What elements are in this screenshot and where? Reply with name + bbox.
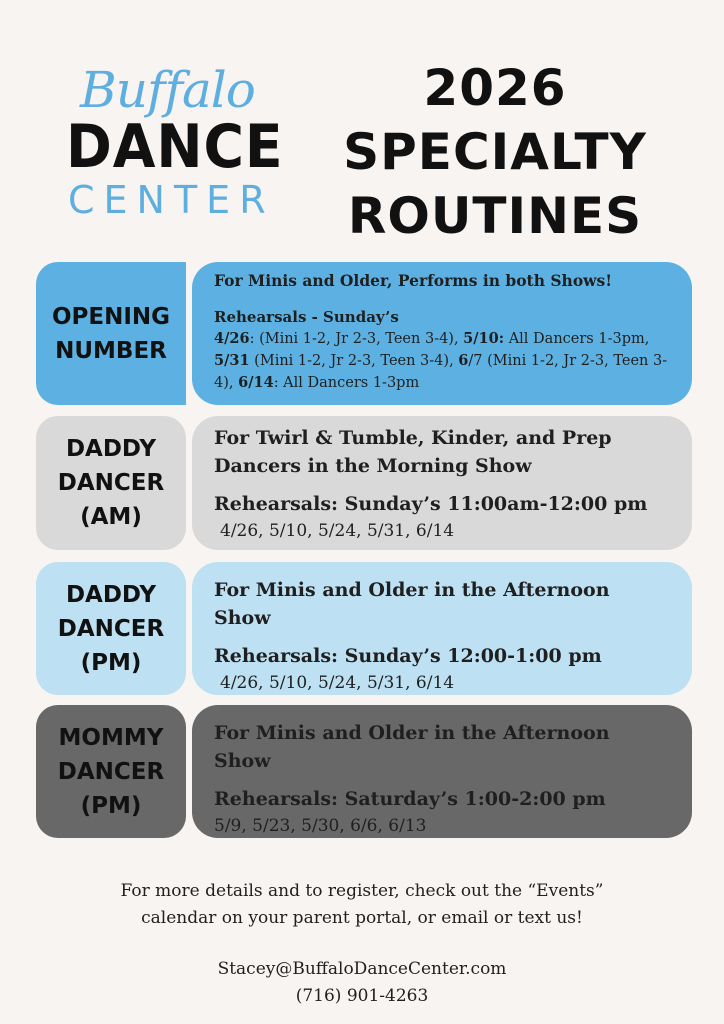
routine-label [36,416,186,550]
label-line: (PM) [80,649,142,676]
label-line: DANCER [57,470,165,496]
date-detail: All Dancers 1-3pm, [504,331,650,347]
label-line: (PM) [80,792,142,819]
date: 5/10: [463,330,505,347]
date-detail: (Mini 1-2, Jr 2-3, Teen 3-4), [249,353,459,369]
routine-details [192,562,692,695]
footer-line-2: calendar on your parent portal, or email or text us! [141,908,583,928]
label-line: DANCER [57,758,165,785]
rehearsal-heading: Rehearsals: Sunday’s 12:00-1:00 pm [214,645,602,667]
footer-contact [40,956,684,1010]
date: 5/31 [214,352,250,369]
rehearsal-dates: 4/26, 5/10, 5/24, 5/31, 6/14 [220,521,455,541]
label-line: OPENING [51,303,171,330]
routine-row-mommy-dancer-pm [36,705,692,838]
label-line: NUMBER [55,337,167,364]
date: 6/14 [238,374,274,391]
logo-script-text: Buffalo [80,61,255,119]
routine-row-daddy-dancer-pm [36,562,692,695]
date-detail: : All Dancers 1-3pm [273,375,420,391]
label-line: DADDY [65,436,157,462]
logo-center-text: CENTER [68,178,275,222]
routine-row-opening-number [36,262,692,405]
routine-details [192,705,692,838]
label-line: (AM) [80,504,142,530]
routine-details [192,416,692,550]
routine-subtitle: For Minis and Older in the Afternoon Show [214,722,610,772]
label-line: MOMMY [58,724,164,751]
page-title [290,56,700,248]
date: 6 [458,352,469,369]
title-line-2: SPECIALTY [343,123,647,181]
routine-subtitle: For Twirl & Tumble, Kinder, and Prep Dancers in the Morning Show [214,427,612,477]
routine-details [192,262,692,405]
rehearsal-dates: 4/26, 5/10, 5/24, 5/31, 6/14 [220,673,455,693]
rehearsal-dates [214,328,670,394]
label-line: DANCER [57,615,165,642]
contact-email: Stacey@BuffaloDanceCenter.com [217,959,507,979]
rehearsal-heading: Rehearsals: Saturday’s 1:00-2:00 pm [214,788,606,810]
routine-label [36,262,186,405]
title-line-3: ROUTINES [347,187,643,245]
routine-subtitle: For Minis and Older, Performs in both Shows! [214,271,613,290]
rehearsal-heading: Rehearsals - Sunday’s [214,308,399,326]
footer-line-1: For more details and to register, check out the “Events” [120,881,604,901]
contact-phone: (716) 901-4263 [295,986,429,1006]
rehearsal-heading: Rehearsals: Sunday’s 11:00am-12:00 pm [214,493,648,515]
routine-subtitle: For Minis and Older in the Afternoon Show [214,579,610,629]
logo-dance-text: DANCE [66,112,284,182]
title-line-1: 2026 [423,59,567,117]
routine-label [36,562,186,695]
date-detail: : (Mini 1-2, Jr 2-3, Teen 3-4), [249,331,464,347]
footer-note [40,878,684,932]
date-detail: /7 (Mini 1-2, Jr 2-3, Teen 3-4), [214,353,668,391]
rehearsal-dates: 5/9, 5/23, 5/30, 6/6, 6/13 [214,816,427,836]
label-line: DADDY [65,581,157,608]
buffalo-dance-center-logo [62,61,284,222]
routine-row-daddy-dancer-am [36,416,692,550]
date: 4/26 [214,330,250,347]
routine-label [36,705,186,838]
